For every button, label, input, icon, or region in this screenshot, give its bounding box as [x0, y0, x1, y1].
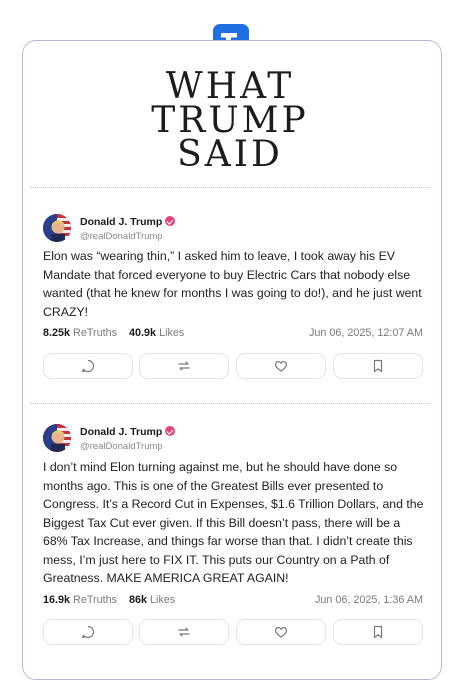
retruths-count: 16.9k — [43, 594, 71, 606]
likes-label[interactable]: Likes — [150, 594, 176, 606]
avatar[interactable] — [43, 424, 71, 452]
author-name[interactable] — [80, 216, 175, 228]
retruth-button[interactable] — [139, 619, 229, 645]
retruth-icon — [177, 359, 191, 373]
post-date: Jun 06, 2025, 12:07 AM — [308, 327, 423, 339]
heart-icon — [274, 359, 288, 373]
post-date: Jun 06, 2025, 1:36 AM — [314, 594, 423, 606]
reply-button[interactable] — [43, 619, 133, 645]
author-name-text: Donald J. Trump — [80, 216, 163, 228]
title-line: WHAT — [165, 66, 295, 107]
heart-icon — [274, 625, 288, 639]
post-stats — [43, 327, 423, 339]
divider — [30, 187, 430, 188]
retruths-count: 8.25k — [43, 327, 71, 339]
reply-button[interactable] — [43, 353, 133, 379]
retruths-label[interactable]: ReTruths — [73, 327, 118, 339]
title-line: TRUMP — [151, 100, 309, 141]
post-text: Elon was “wearing thin,” I asked him to leave, I took away his EV Mandate that forced everyone to buy Electric Cars that nobody else wanted (that he knew for months I was going to do!), and he just went CRAZY! — [43, 249, 422, 319]
bookmark-button[interactable] — [333, 619, 423, 645]
retruth-button[interactable] — [139, 353, 229, 379]
retruth-icon — [177, 625, 191, 639]
author-name-text: Donald J. Trump — [80, 426, 163, 438]
likes-count: 86k — [129, 594, 148, 606]
title-line: SAID — [177, 134, 283, 175]
bookmark-button[interactable] — [333, 353, 423, 379]
bookmark-icon — [371, 625, 385, 639]
divider — [30, 403, 430, 404]
post-stats — [43, 594, 423, 606]
like-button[interactable] — [236, 619, 326, 645]
post-text: I don’t mind Elon turning against me, but he should have done so months ago. This is one of the Greatest Bills ever presented to Congress. It’s a Record Cut in Expenses, $1.6 Trillion Dollars, and the Biggest Tax Cut ever given. If this Bill doesn’t pass, there will be a 68% Tax Increase, and things far worse than that. I didn’t create this mess, I’m just here to FIX IT. This puts our Country on a Path of Greatness. MAKE AMERICA GREAT AGAIN! — [43, 460, 424, 585]
author-name[interactable] — [80, 426, 175, 438]
likes-label[interactable]: Likes — [159, 327, 185, 339]
retruths-label[interactable]: ReTruths — [73, 594, 118, 606]
avatar[interactable] — [43, 214, 71, 242]
bookmark-icon — [371, 359, 385, 373]
post-actions — [43, 353, 423, 381]
page-title — [0, 66, 460, 175]
post-actions — [43, 619, 423, 647]
author-handle[interactable]: @realDonaldTrump — [80, 441, 163, 452]
author-handle[interactable]: @realDonaldTrump — [80, 231, 163, 242]
like-button[interactable] — [236, 353, 326, 379]
likes-count: 40.9k — [129, 327, 157, 339]
verified-badge-icon — [165, 426, 175, 436]
reply-icon — [81, 625, 95, 639]
verified-badge-icon — [165, 216, 175, 226]
reply-icon — [81, 359, 95, 373]
